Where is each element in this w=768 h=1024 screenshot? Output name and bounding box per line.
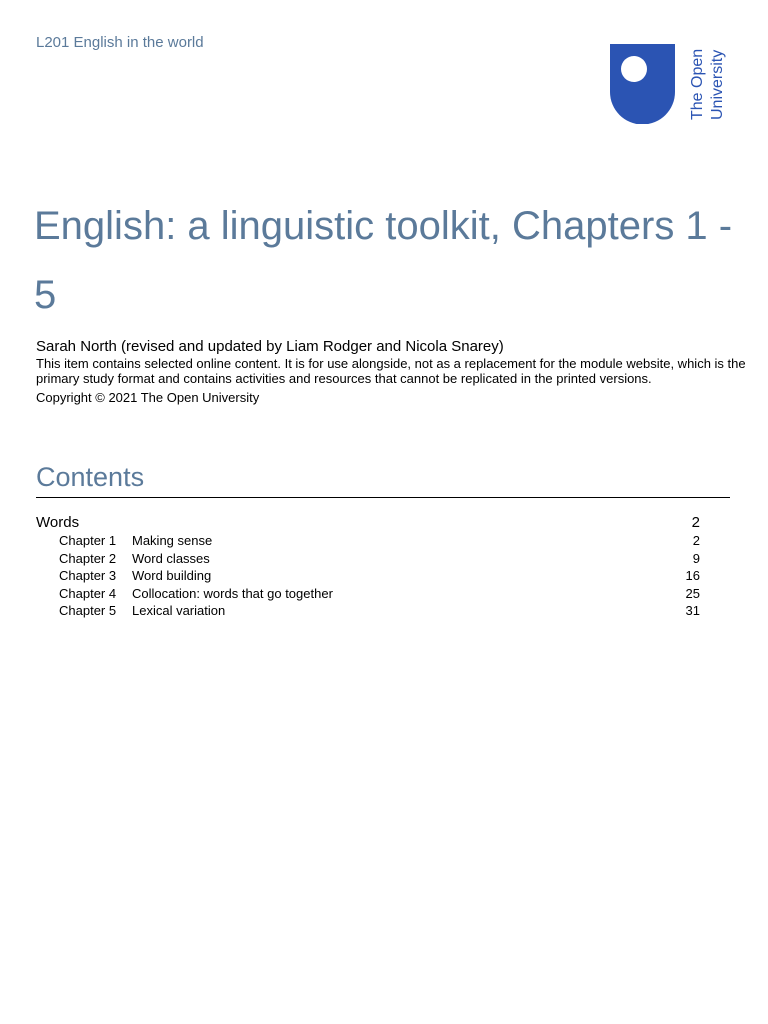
toc-chapter-page: 9 (692, 550, 700, 566)
table-of-contents (36, 514, 700, 621)
toc-chapter-label: Chapter 4 (59, 585, 117, 601)
toc-chapter-label: Chapter 1 (59, 533, 117, 548)
toc-chapter-row[interactable] (36, 603, 700, 621)
toc-chapter-label: Chapter 5 (59, 603, 117, 619)
toc-chapter-label: Chapter 3 (59, 568, 117, 584)
toc-chapter-row[interactable] (36, 533, 700, 551)
toc-chapter-title: Word classes (132, 550, 210, 566)
toc-section-row[interactable] (36, 514, 700, 533)
logo-shield-icon (610, 44, 675, 124)
toc-section-title: Words (36, 514, 80, 531)
toc-chapter-title: Making sense (132, 533, 213, 548)
toc-chapter-title: Lexical variation (132, 603, 226, 619)
toc-chapter-row[interactable] (36, 586, 700, 604)
toc-chapter-page: 25 (685, 585, 700, 601)
toc-chapter-row[interactable] (36, 551, 700, 569)
document-copyright: Copyright © 2021 The Open University (36, 390, 260, 405)
document-title: English: a linguistic toolkit, Chapters 1 - 5 (34, 204, 733, 317)
contents-heading: Contents (36, 462, 730, 498)
toc-chapter-page: 2 (692, 533, 700, 548)
document-authors: Sarah North (revised and updated by Liam Rodger and Nicola Snarey) (36, 338, 504, 355)
logo-text-line2: University (709, 49, 726, 120)
toc-section-page: 2 (691, 514, 700, 531)
document-notice: This item contains selected online content. It is for use alongside, not as a replacement for the module website, which is the primary study format and contains activities and resources that cannot be replicated in the printed versions. (36, 356, 746, 386)
open-university-logo (609, 44, 729, 124)
toc-chapter-page: 31 (685, 603, 700, 619)
toc-chapter-title: Word building (132, 568, 212, 584)
toc-chapter-row[interactable] (36, 568, 700, 586)
toc-chapter-label: Chapter 2 (59, 550, 117, 566)
module-title: L201 English in the world (36, 34, 204, 51)
logo-circle-icon (621, 56, 647, 82)
toc-chapter-page: 16 (685, 568, 700, 584)
toc-chapter-title: Collocation: words that go together (132, 585, 333, 601)
logo-text-line1: The Open (689, 48, 706, 120)
